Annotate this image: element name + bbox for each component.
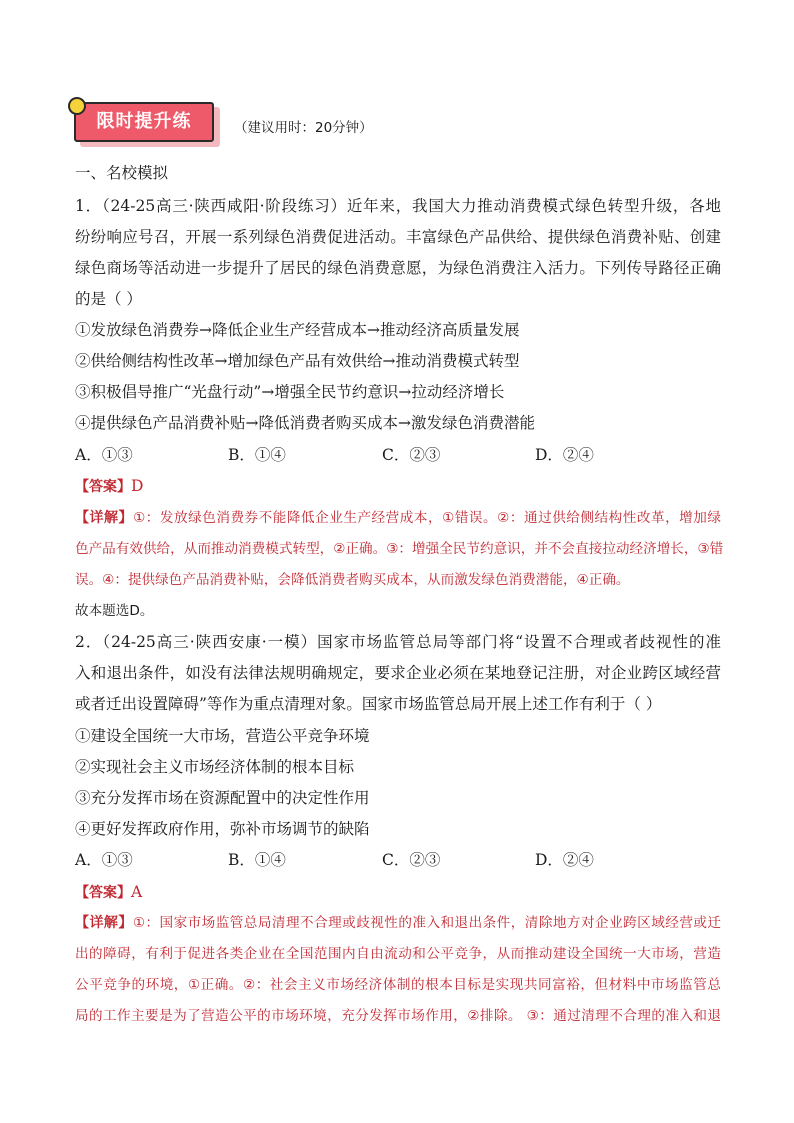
- q1-stem-line: 1．（24-25高三·陕西咸阳·阶段练习）近年来，我国大力推动消费模式绿色转型升级，各地: [75, 197, 721, 215]
- explain-text: ①：国家市场监管总局清理不合理或歧视性的准入和退出条件，清除地方对企业跨区域经营或迁: [132, 915, 722, 931]
- answer-value: A: [131, 883, 143, 901]
- q1-explain-line: 误。④：提供绿色产品消费补贴，会降低消费者购买成本，从而激发绿色消费潜能，④正确。: [75, 572, 630, 588]
- q1-item: ①发放绿色消费券→降低企业生产经营成本→推动经济高质量发展: [75, 321, 520, 339]
- section-title: 一、名校模拟: [75, 164, 169, 182]
- q2-option-c: C．②③: [382, 851, 441, 869]
- q1-stem-line: 的是（ ）: [75, 290, 142, 308]
- explain-tag: 【详解】: [75, 510, 134, 526]
- q1-stem-line: 纷纷响应号召，开展一系列绿色消费促进活动。丰富绿色产品供给、提供绿色消费补贴、创建: [75, 228, 721, 246]
- q2-item: ②实现社会主义市场经济体制的根本目标: [75, 758, 355, 776]
- q2-answer: [75, 882, 142, 903]
- q2-item: ①建设全国统一大市场，营造公平竞争环境: [75, 727, 370, 745]
- q1-conclusion: 故本题选D。: [75, 603, 154, 619]
- q2-stem-line: 入和退出条件，如没有法律法规明确规定，要求企业必须在某地登记注册，对企业跨区域经营: [75, 664, 721, 682]
- badge-label: 限时提升练: [96, 111, 192, 132]
- q2-item: ④更好发挥政府作用，弥补市场调节的缺陷: [75, 820, 370, 838]
- q1-option-b: B．①④: [228, 446, 286, 464]
- q1-explain-line: [75, 508, 721, 528]
- q2-option-b: B．①④: [228, 851, 286, 869]
- q1-item: ③积极倡导推广“光盘行动”→增强全民节约意识→拉动经济增长: [75, 383, 505, 401]
- explain-tag: 【详解】: [75, 915, 133, 931]
- q1-stem-line: 绿色商场等活动进一步提升了居民的绿色消费意愿，为绿色消费注入活力。下列传导路径正确: [75, 259, 721, 277]
- answer-tag: 【答案】: [75, 885, 131, 901]
- badge-box: [74, 102, 214, 142]
- q1-option-d: D．②④: [535, 446, 594, 464]
- answer-tag: 【答案】: [75, 479, 131, 495]
- q1-item: ④提供绿色产品消费补贴→降低消费者购买成本→激发绿色消费潜能: [75, 414, 535, 432]
- q2-option-a: A．①③: [75, 851, 133, 869]
- q2-explain-line: 公平竞争的环境，①正确。②：社会主义市场经济体制的根本目标是实现共同富裕，但材料中市场监管总: [75, 977, 721, 993]
- q2-item: ③充分发挥市场在资源配置中的决定性作用: [75, 789, 370, 807]
- time-note: （建议用时：20分钟）: [234, 120, 373, 136]
- q1-explain-line: 色产品有效供给，从而推动消费模式转型，②正确。③：增强全民节约意识，并不会直接拉动经济增长，③错: [75, 541, 724, 557]
- q2-stem-line: 或者迁出设置障碍”等作为重点清理对象。国家市场监管总局开展上述工作有利于（ ）: [75, 695, 662, 713]
- answer-value: D: [131, 477, 144, 495]
- q2-explain-line: 局的工作主要是为了营造公平的市场环境，充分发挥市场作用，②排除。 ③：通过清理不合理的准入和退: [75, 1008, 721, 1024]
- q2-explain-line: [75, 913, 721, 933]
- q2-stem-line: 2．（24-25高三·陕西安康·一模）国家市场监管总局等部门将“设置不合理或者歧视性的准: [75, 633, 721, 651]
- q1-answer: [75, 476, 143, 497]
- explain-text: ①：发放绿色消费券不能降低企业生产经营成本，①错误。②：通过供给侧结构性改革，增加绿: [133, 510, 722, 526]
- q1-option-a: A．①③: [75, 446, 133, 464]
- q1-item: ②供给侧结构性改革→增加绿色产品有效供给→推动消费模式转型: [75, 352, 520, 370]
- q1-option-c: C．②③: [382, 446, 441, 464]
- q2-explain-line: 出的障碍，有利于促进各类企业在全国范围内自由流动和公平竞争，从而推动建设全国统一大市场，营造: [75, 946, 721, 962]
- q2-option-d: D．②④: [535, 851, 594, 869]
- section-badge: [72, 101, 232, 153]
